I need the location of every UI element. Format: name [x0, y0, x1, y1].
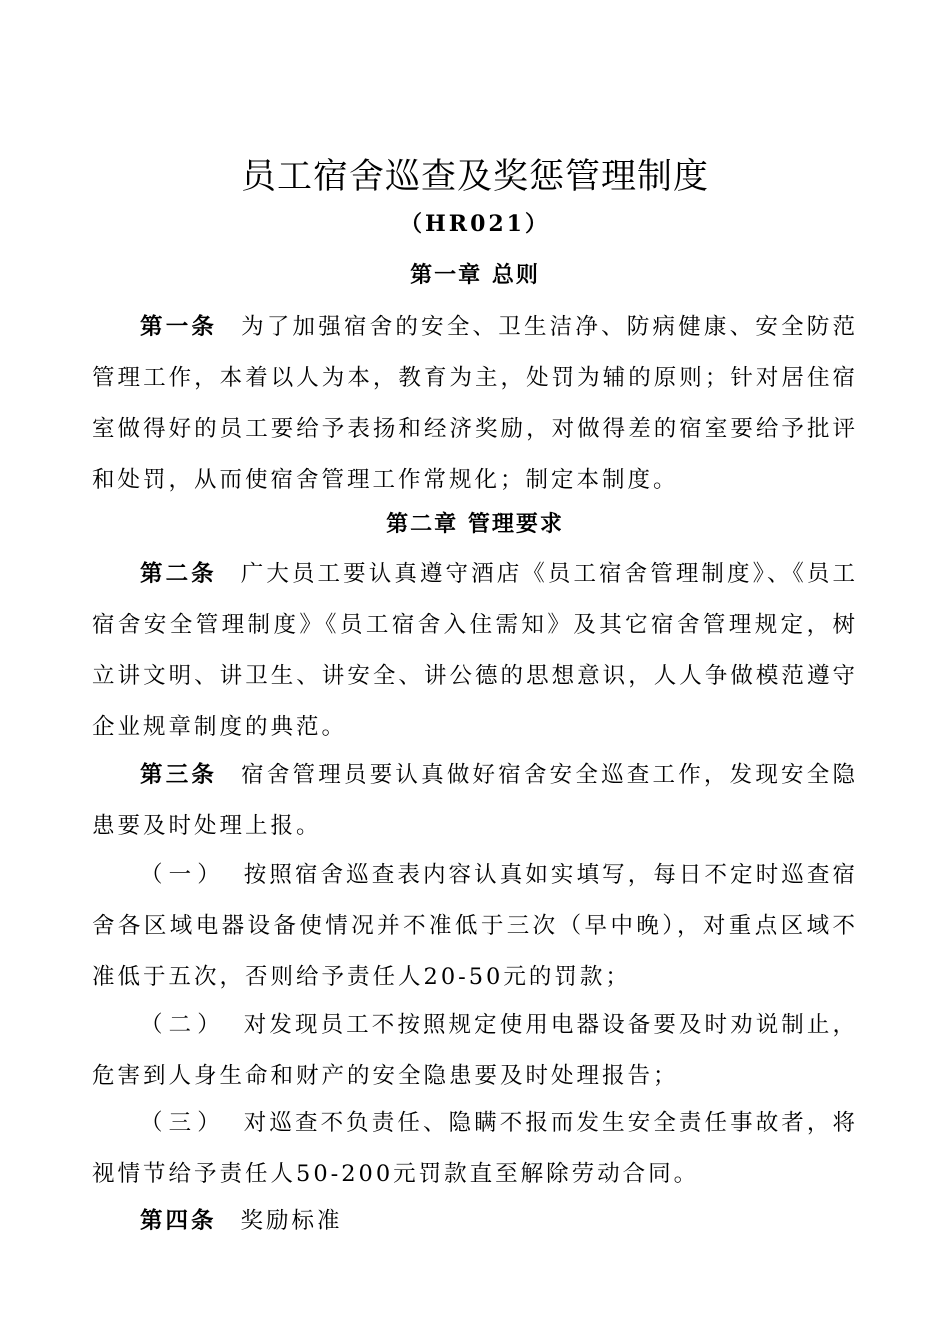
item-3-text: 对巡查不负责任、隐瞒不报而发生安全责任事故者，将视情节给予责任人50-200元罚款直至解除劳动合同。 [92, 1110, 858, 1187]
article-3-item-2 [92, 1000, 858, 1102]
item-1-text: 按照宿舍巡查表内容认真如实填写，每日不定时巡查宿舍各区域电器设备使情况并不准低于三次（早中晚），对重点区域不准低于五次，否则给予责任人20-50元的罚款； [92, 862, 858, 990]
item-2-label: （二） [140, 1012, 226, 1038]
article-3-item-1 [92, 850, 858, 1003]
chapter-2-heading: 第二章 管理要求 [386, 511, 564, 537]
item-1-label: （一） [140, 862, 226, 888]
item-2-text: 对发现员工不按照规定使用电器设备要及时劝说制止，危害到人身生命和财产的安全隐患要及时处理报告； [92, 1012, 858, 1089]
chapter-1-heading: 第一章 总则 [410, 262, 540, 288]
article-3-text: 宿舍管理员要认真做好宿舍安全巡查工作，发现安全隐患要及时处理上报。 [92, 762, 858, 839]
document-code: （HR021） [400, 211, 550, 237]
article-2-label: 第二条 [140, 561, 217, 587]
document-title: 员工宿舍巡查及奖惩管理制度 [240, 157, 709, 197]
article-4-label: 第四条 [140, 1208, 217, 1234]
article-2-text: 广大员工要认真遵守酒店《员工宿舍管理制度》、《员工宿舍安全管理制度》《员工宿舍入住需知》及其它宿舍管理规定，树立讲文明、讲卫生、讲安全、讲公德的思想意识，人人争做模范遵守企业规章制度的典范。 [92, 561, 858, 740]
article-3 [92, 750, 858, 852]
item-3-label: （三） [140, 1110, 226, 1136]
article-4 [92, 1196, 858, 1247]
article-3-item-3 [92, 1098, 858, 1200]
article-1-label: 第一条 [140, 314, 218, 340]
article-1-text: 为了加强宿舍的安全、卫生洁净、防病健康、安全防范管理工作，本着以人为本，教育为主，处罚为辅的原则；针对居住宿室做得好的员工要给予表扬和经济奖励，对做得差的宿室要给予批评和处罚，从而使宿舍管理工作常规化；制定本制度。 [92, 314, 858, 493]
article-3-label: 第三条 [140, 762, 218, 788]
article-4-text: 奖励标准 [240, 1208, 343, 1234]
article-2 [92, 549, 858, 753]
article-1 [92, 302, 858, 506]
